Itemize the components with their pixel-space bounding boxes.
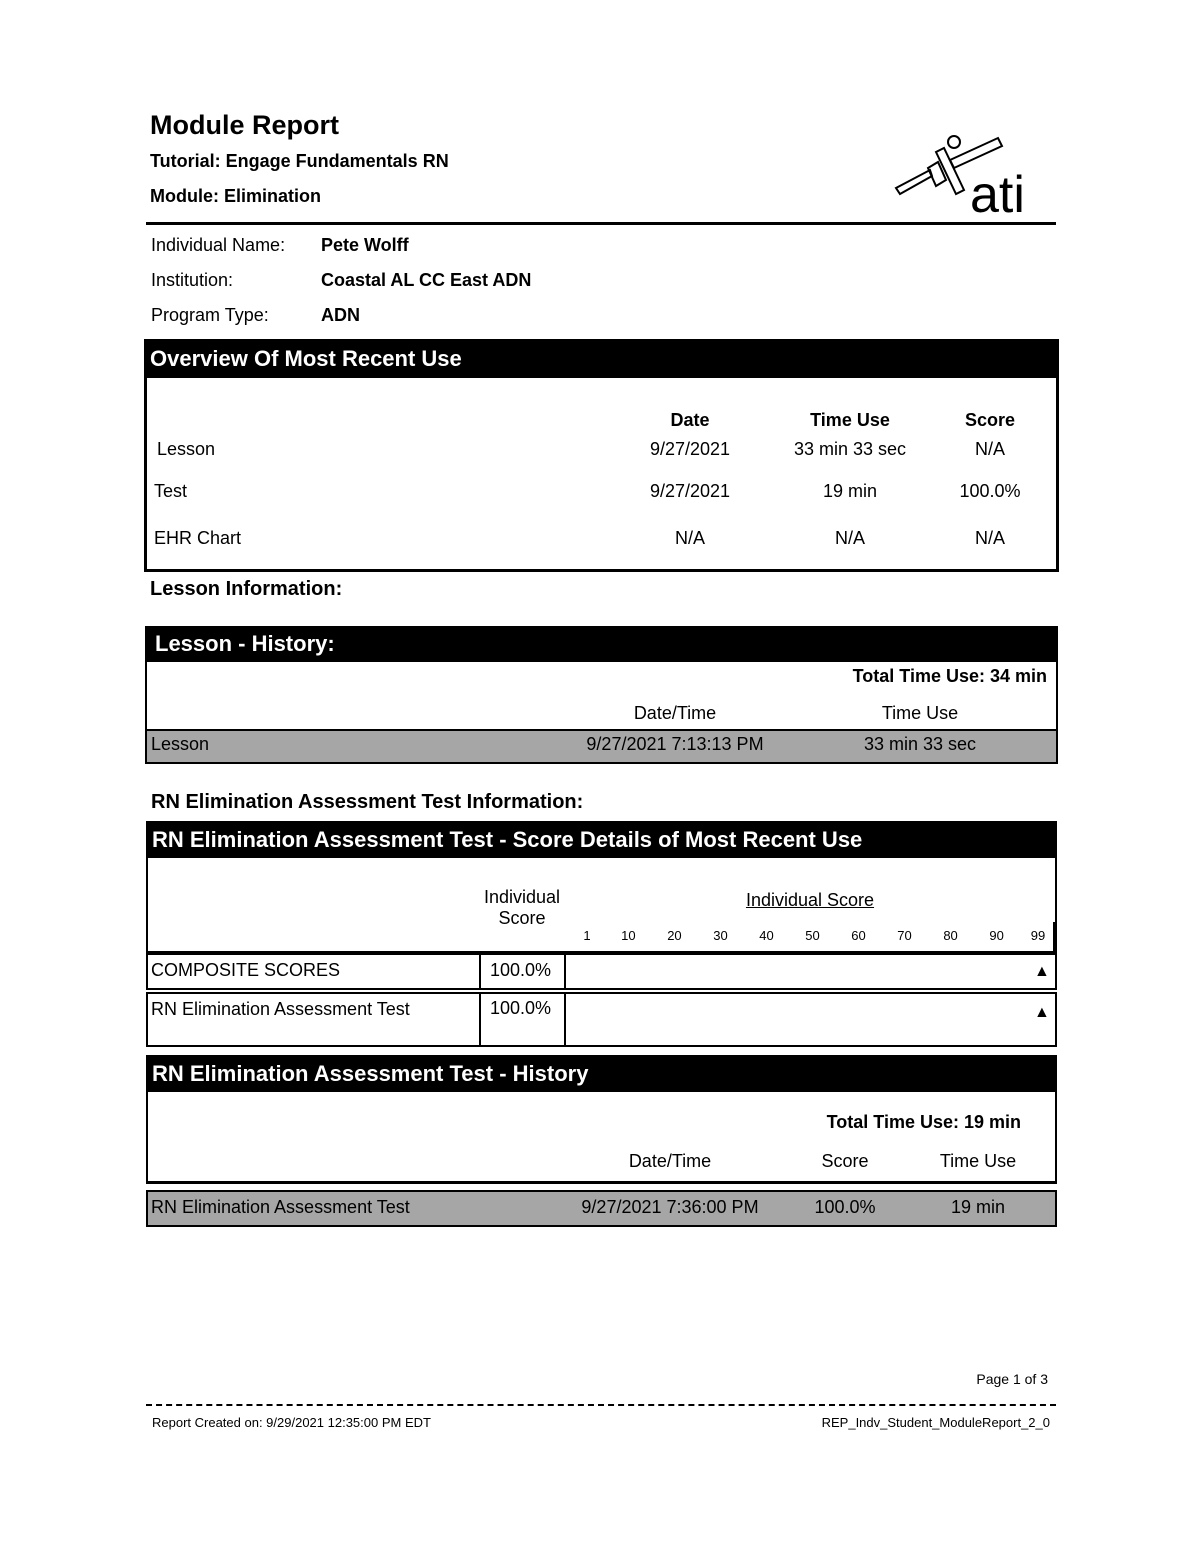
lesson-row-label: Lesson [151,734,210,754]
overview-row-date: 9/27/2021 [649,481,731,501]
composite-score: 100.0% [490,960,552,980]
overview-row-date: N/A [674,528,705,548]
overview-col-date: Date [670,410,710,430]
scale-tick: 80 [943,928,958,943]
lesson-col-datetime: Date/Time [633,703,717,723]
scale-tick: 1 [583,928,591,943]
score-marker: ▲ [1034,1004,1050,1021]
test-history-label: RN Elimination Assessment Test [151,1197,410,1217]
overview-row-time: 19 min [822,481,878,501]
scale-tick: 70 [897,928,912,943]
overview-col-time: Time Use [810,410,890,430]
logo-arm-right [950,138,1002,168]
score-scale-ticks [0,928,1200,946]
scale-end-line [1053,922,1055,952]
overview-row-score: N/A [974,439,1005,459]
name-label: Individual Name: [151,235,286,255]
test-history-time: 19 min [950,1197,1006,1217]
test-history-title: RN Elimination Assessment Test - History [146,1055,1057,1092]
program-label: Program Type: [151,305,269,325]
lesson-total-time: Total Time Use: 34 min [852,666,1047,686]
test-col-time: Time Use [939,1151,1017,1171]
overview-row-label: Test [154,481,188,501]
lesson-row-time: 33 min 33 sec [863,734,977,754]
test-total-time: Total Time Use: 19 min [826,1112,1021,1132]
individual-score-col: Individual Score [483,887,561,928]
ati-logo [892,130,1042,220]
lesson-row-datetime: 9/27/2021 7:13:13 PM [586,734,764,754]
score-marker: ▲ [1034,963,1050,980]
institution-label: Institution: [151,270,234,290]
program-value: ADN [321,305,360,325]
scale-tick: 30 [713,928,728,943]
overview-title: Overview Of Most Recent Use [144,339,1059,378]
scale-tick: 90 [989,928,1004,943]
lesson-info-heading: Lesson Information: [150,578,343,600]
lesson-col-time: Time Use [881,703,959,723]
overview-row-label: Lesson [157,439,216,459]
test-label: RN Elimination Assessment Test [151,999,410,1019]
scale-tick: 40 [759,928,774,943]
composite-label: COMPOSITE SCORES [151,960,341,980]
footer-rule [146,1404,1056,1406]
overview-row-time: N/A [834,528,865,548]
overview-row-date: 9/27/2021 [649,439,731,459]
scale-tick: 20 [667,928,682,943]
col-divider [564,992,566,1047]
overview-row-time: 33 min 33 sec [793,439,907,459]
module-name: Module: Elimination [150,186,321,206]
test-col-datetime: Date/Time [628,1151,712,1171]
score-details-title: RN Elimination Assessment Test - Score Details of Most Recent Use [146,821,1057,858]
test-info-heading: RN Elimination Assessment Test Information: [151,791,584,813]
overview-row-score: N/A [974,528,1005,548]
overview-row-score: 100.0% [959,481,1021,501]
scale-tick: 50 [805,928,820,943]
institution-value: Coastal AL CC East ADN [321,270,532,290]
page-number: Page 1 of 3 [976,1371,1048,1387]
test-history-score: 100.0% [814,1197,876,1217]
scale-tick: 99 [1030,928,1046,943]
page-title: Module Report [150,110,339,140]
col-divider [564,953,566,990]
name-value: Pete Wolff [321,235,409,255]
header-rule [146,222,1056,225]
scale-tick: 60 [851,928,866,943]
logo-text: ati [970,166,1025,220]
report-created: Report Created on: 9/29/2021 12:35:00 PM EDT [152,1415,431,1430]
col-divider [479,953,481,990]
test-score: 100.0% [490,998,552,1018]
lesson-history-title: Lesson - History: [145,626,1058,662]
overview-row-label: EHR Chart [154,528,242,548]
col-divider [479,992,481,1047]
logo-arm-left [896,170,932,194]
overview-col-score: Score [964,410,1016,430]
scale-title: Individual Score [745,890,875,910]
tutorial-name: Tutorial: Engage Fundamentals RN [150,151,449,171]
test-col-score: Score [821,1151,869,1171]
test-history-datetime: 9/27/2021 7:36:00 PM [581,1197,759,1217]
report-id: REP_Indv_Student_ModuleReport_2_0 [821,1415,1050,1430]
scale-tick: 10 [621,928,636,943]
logo-head-shape [948,136,960,148]
